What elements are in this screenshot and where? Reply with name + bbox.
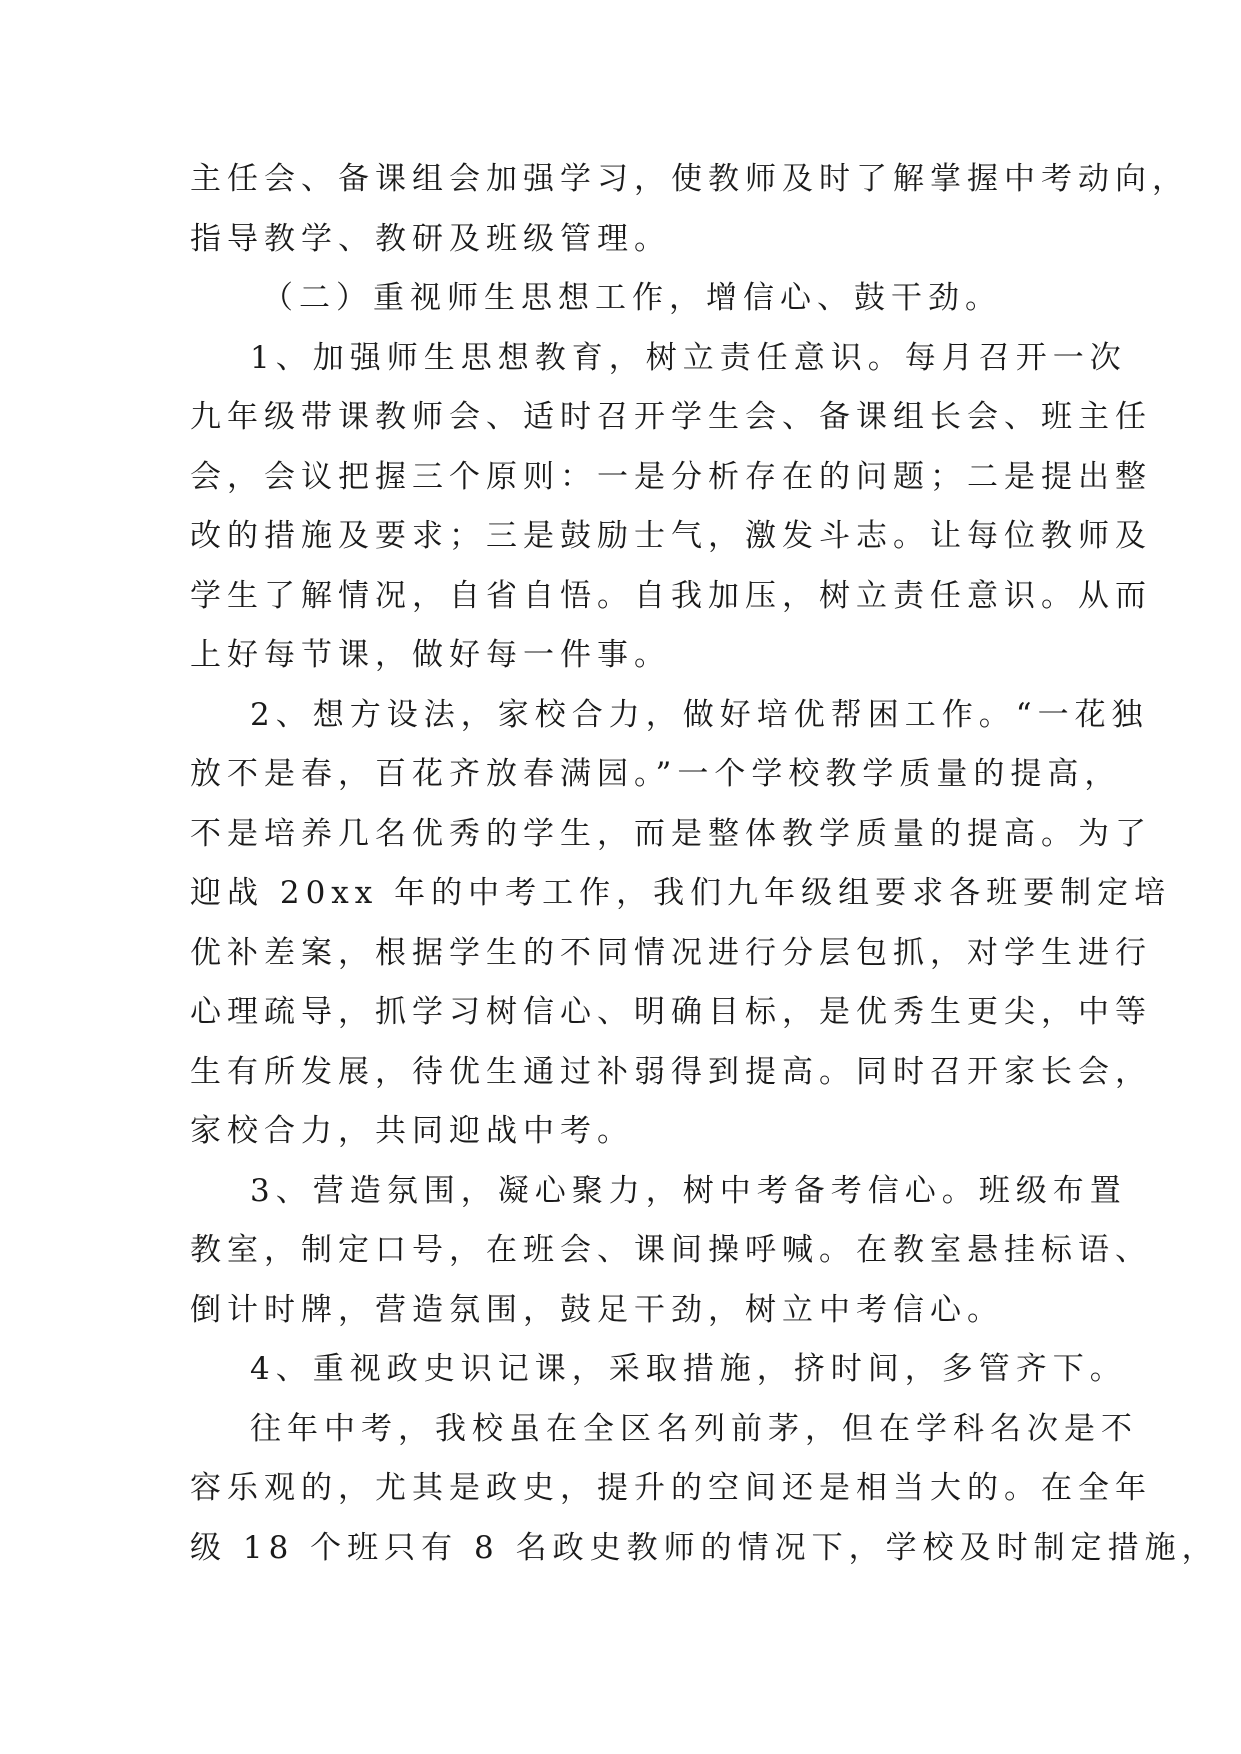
paragraph-first-line: 1、加强师生思想教育，树立责任意识。每月召开一次 [250, 339, 1127, 376]
text-line: 不是培养几名优秀的学生，而是整体教学质量的提高。为了 [190, 815, 1152, 852]
text-line: 学生了解情况，自省自悟。自我加压，树立责任意识。从而 [190, 577, 1152, 614]
text-line: 家校合力，共同迎战中考。 [190, 1113, 634, 1149]
text-line: 优补差案，根据学生的不同情况进行分层包抓，对学生进行 [190, 934, 1152, 971]
text-line: 放不是春，百花齐放春满园。”一个学校教学质量的提高， [190, 756, 1122, 792]
document-body [190, 150, 1219, 1578]
section-heading: （二）重视师生思想工作，增信心、鼓干劲。 [262, 280, 1002, 316]
paragraph-first-line: 往年中考，我校虽在全区名列前茅，但在学科名次是不 [250, 1410, 1138, 1447]
text-line: 会，会议把握三个原则：一是分析存在的问题；二是提出整 [190, 458, 1152, 495]
text-line: 九年级带课教师会、适时召开学生会、备课组长会、班主任 [190, 399, 1152, 435]
paragraph-first-line: 2、想方设法，家校合力，做好培优帮困工作。“一花独 [250, 696, 1149, 733]
text-line: 指导教学、教研及班级管理。 [190, 220, 671, 257]
text-line: 迎战 20xx 年的中考工作，我们九年级组要求各班要制定培 [190, 875, 1172, 911]
paragraph-first-line: 3、营造氛围，凝心聚力，树中考备考信心。班级布置 [250, 1172, 1127, 1209]
text-line: 心理疏导，抓学习树信心、明确目标，是优秀生更尖，中等 [190, 994, 1152, 1030]
text-line: 主任会、备课组会加强学习，使教师及时了解掌握中考动向， [190, 161, 1189, 197]
text-line: 改的措施及要求；三是鼓励士气，激发斗志。让每位教师及 [190, 518, 1152, 554]
text-line: 倒计时牌，营造氛围，鼓足干劲，树立中考信心。 [190, 1291, 1004, 1328]
text-line: 容乐观的，尤其是政史，提升的空间还是相当大的。在全年 [190, 1470, 1152, 1506]
text-line: 上好每节课，做好每一件事。 [190, 637, 671, 673]
text-line: 生有所发展，待优生通过补弱得到提高。同时召开家长会， [190, 1053, 1152, 1090]
text-line: 教室，制定口号，在班会、课间操呼喊。在教室悬挂标语、 [190, 1232, 1152, 1268]
text-line: 级 18 个班只有 8 名政史教师的情况下，学校及时制定措施， [190, 1529, 1219, 1566]
paragraph-first-line: 4、重视政史识记课，采取措施，挤时间，多管齐下。 [250, 1351, 1127, 1387]
